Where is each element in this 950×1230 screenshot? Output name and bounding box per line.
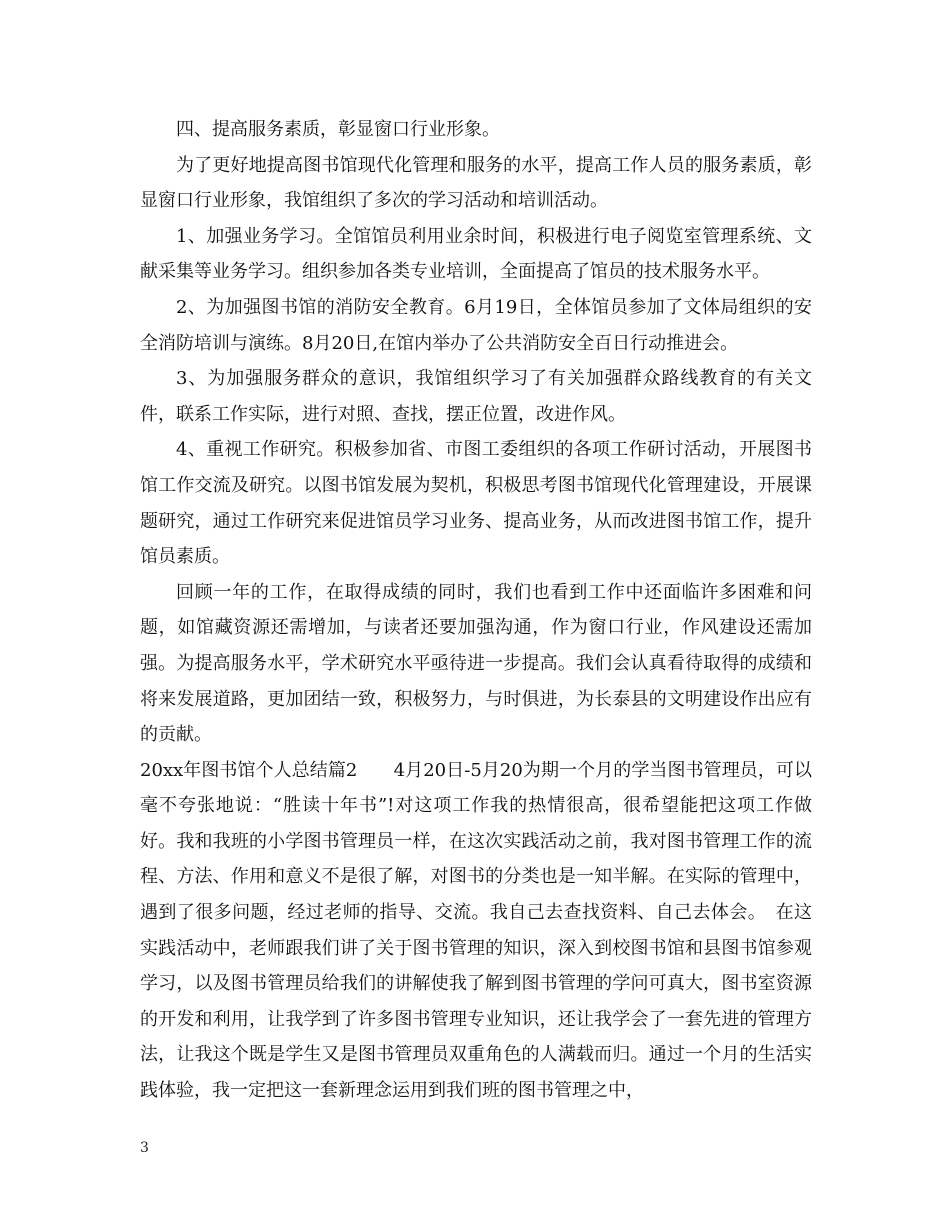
body-text [140,112,812,1109]
paragraph-review: 回顾一年的工作，在取得成绩的同时，我们也看到工作中还面临许多困难和问题，如馆藏资源还需增加，与读者还要加强沟通，作为窗口行业，作风建设还需加强。为提高服务水平，学术研究水平亟待进一步提高。我们会认真看待取得的成绩和将来发展道路，更加团结一致，积极努力，与时俱进，为长泰县的文明建设作出应有的贡献。 [140,581,812,746]
paragraph-item-3: 3、为加强服务群众的意识，我馆组织学习了有关加强群众路线教育的有关文件，联系工作实际，进行对照、查找，摆正位置，改进作风。 [140,368,812,425]
paragraph-summary-2: 20xx年图书馆个人总结篇2 4月20日-5月20为期一个月的学当图书管理员，可以毫不夸张地说：“胜读十年书”!对这项工作我的热情很高，很希望能把这项工作做好。我和我班的小学图书管理员一样，在这次实践活动之前，我对图书管理工作的流程、方法、作用和意义不是很了解，对图书的分类也是一知半解。在实际的管理中，遇到了很多问题，经过老师的指导、交流。我自己去查找资料、自己去体会。 在这实践活动中，老师跟我们讲了关于图书管理的知识，深入到校图书馆和县图书馆参观学习，以及图书管理员给我们的讲解使我了解到图书管理的学问可真大，图书室资源的开发和利用，让我学到了许多图书管理专业知识，还让我学会了一套先进的管理方法，让我这个既是学生又是图书管理员双重角色的人满载而归。通过一个月的生活实践体验，我一定把这一套新理念运用到我们班的图书管理之中， [140,759,812,1102]
paragraph-intro: 为了更好地提高图书馆现代化管理和服务的水平，提高工作人员的服务素质，彰显窗口行业形象，我馆组织了多次的学习活动和培训活动。 [140,154,812,212]
page-number: 3 [140,1140,149,1156]
paragraph-section-four-heading: 四、提高服务素质，彰显窗口行业形象。 [176,119,500,140]
paragraph-item-1: 1、加强业务学习。全馆馆员利用业余时间，积极进行电子阅览室管理系统、文献采集等业务学习。组织参加各类专业培训，全面提高了馆员的技术服务水平。 [140,225,812,283]
paragraph-item-4: 4、重视工作研究。积极参加省、市图工委组织的各项工作研讨活动，开展图书馆工作交流及研究。以图书馆发展为契机，积极思考图书馆现代化管理建设，开展课题研究，通过工作研究来促进馆员学习业务、提高业务，从而改进图书馆工作，提升馆员素质。 [140,439,812,568]
paragraph-item-2: 2、为加强图书馆的消防安全教育。6月19日，全体馆员参加了文体局组织的安全消防培训与演练。8月20日,在馆内举办了公共消防安全百日行动推进会。 [140,296,812,354]
